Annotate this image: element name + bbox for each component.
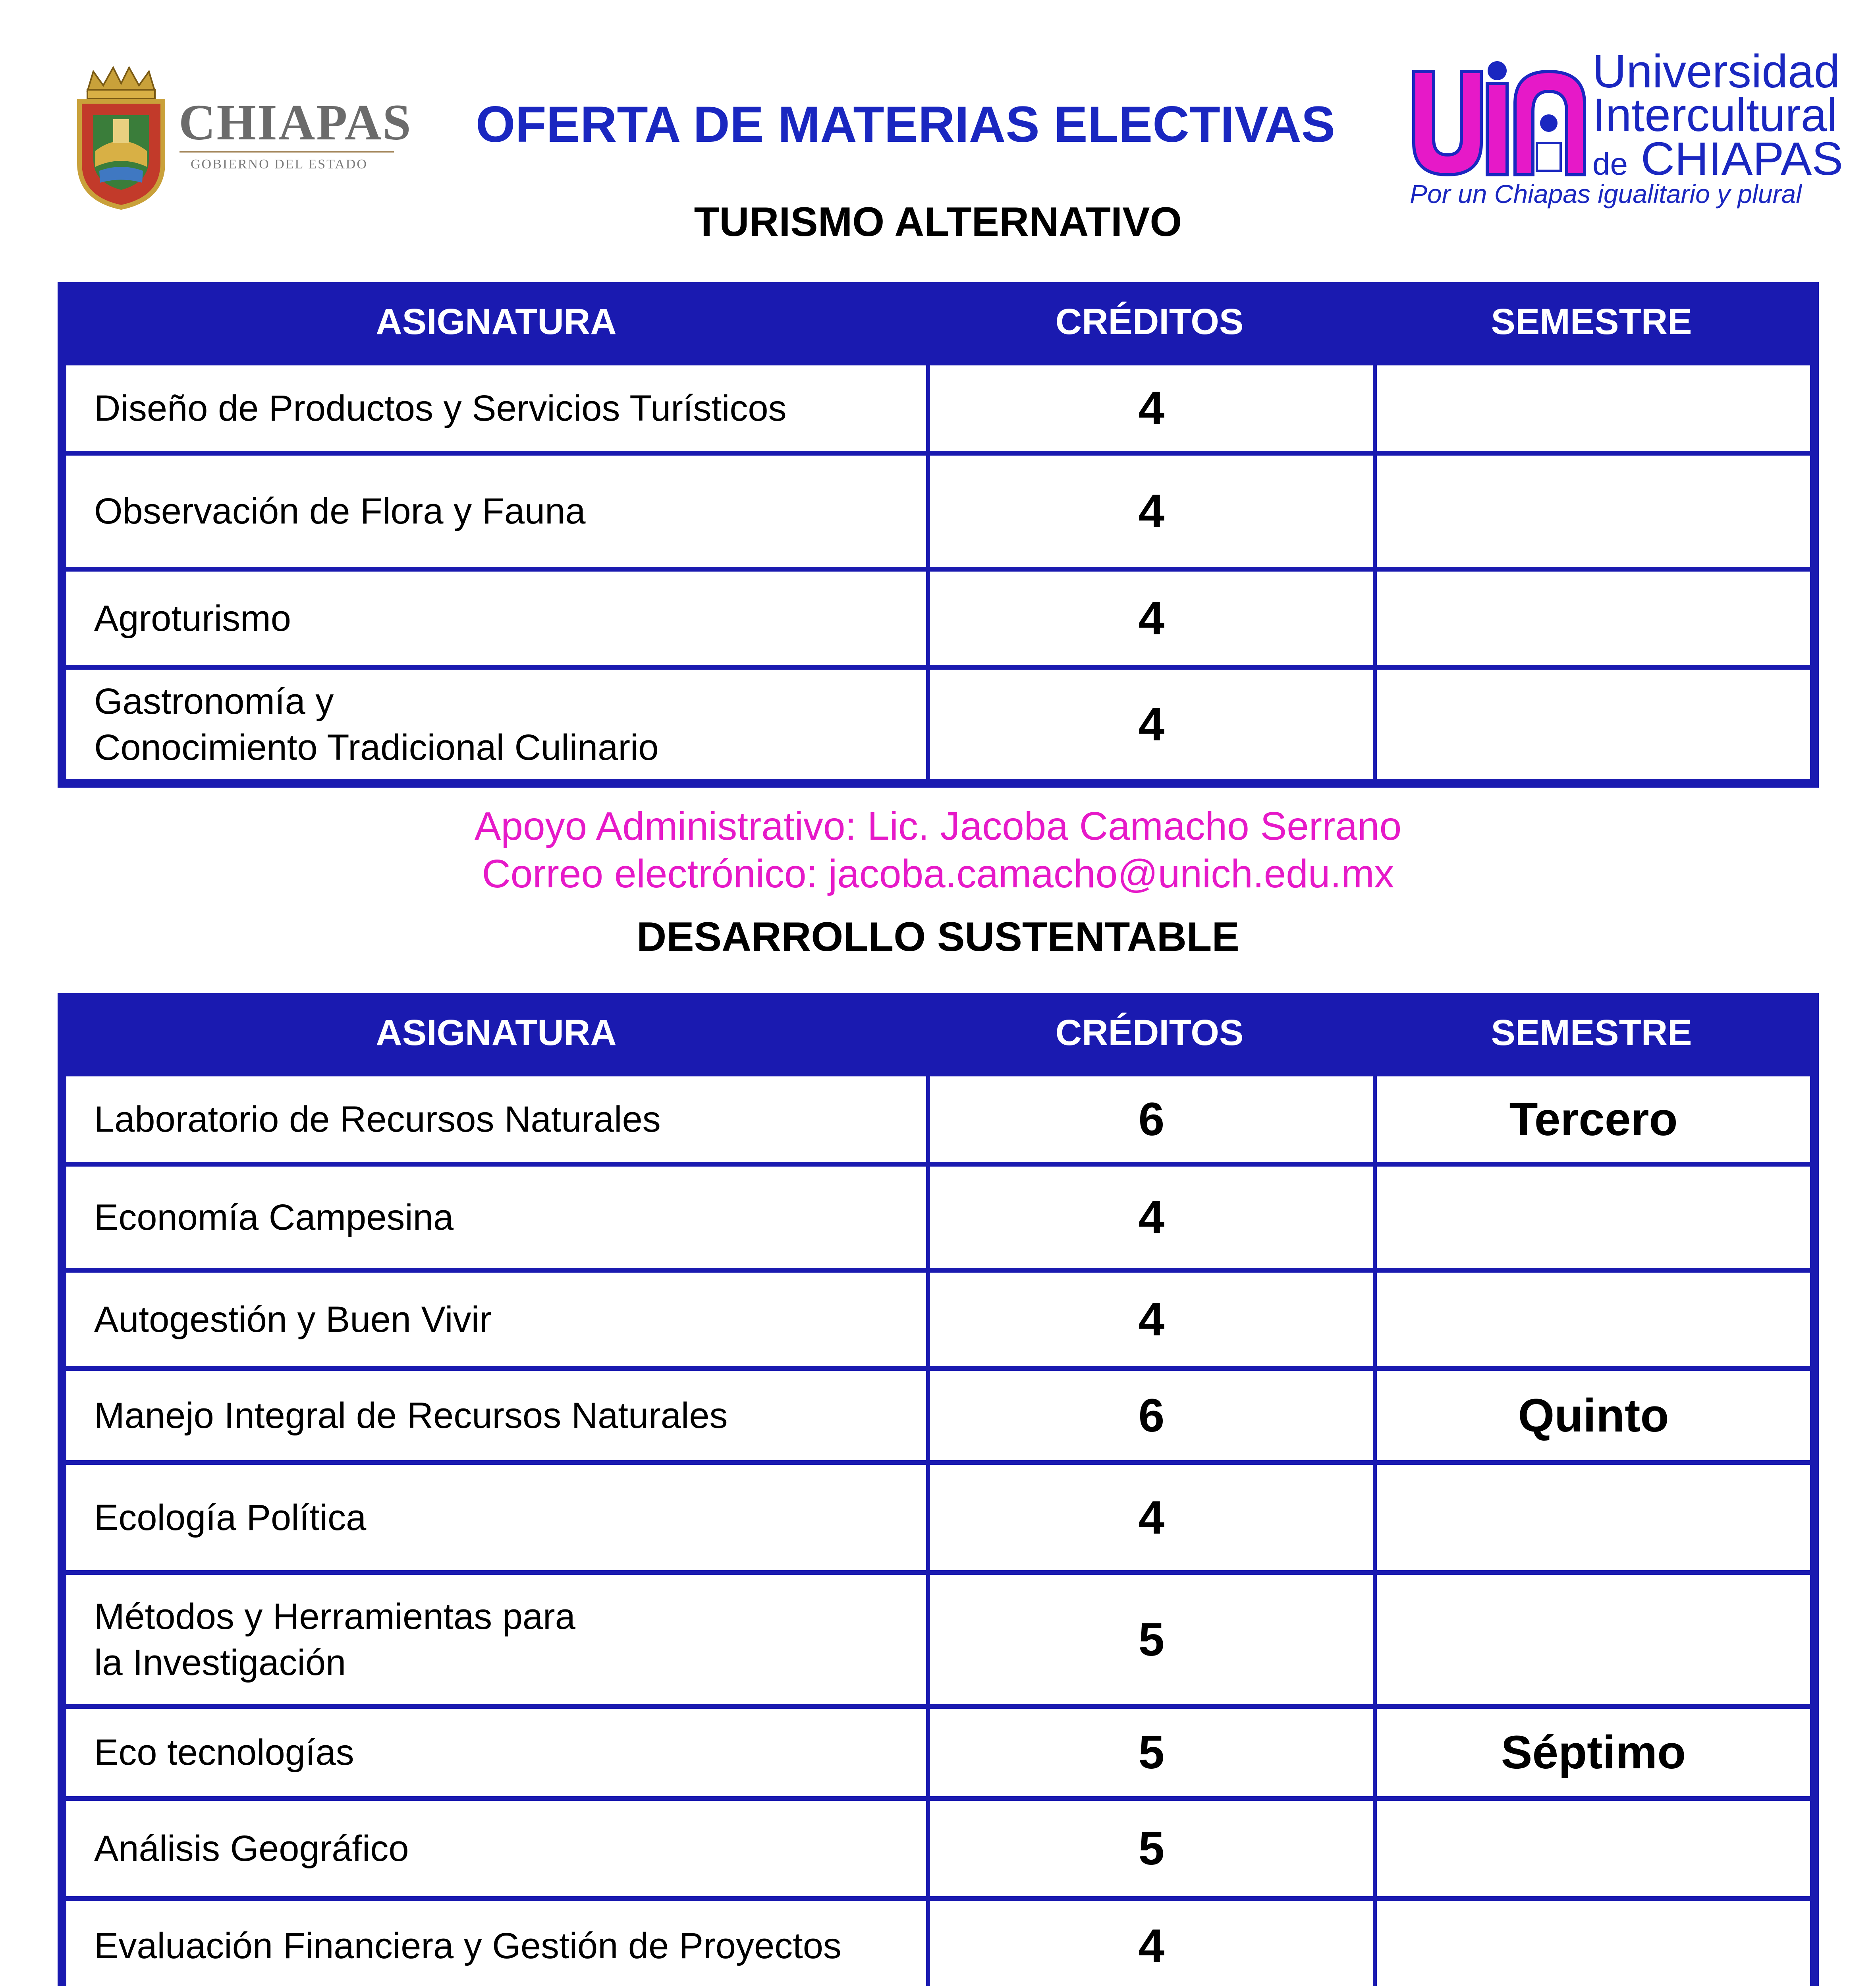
subject-name: Autogestión y Buen Vivir xyxy=(94,1299,492,1340)
credits-cell: 4 xyxy=(930,1901,1373,1986)
col-header-subject: ASIGNATURA xyxy=(376,1012,617,1053)
unich-logo xyxy=(1402,45,1851,214)
subject-cell xyxy=(66,1273,926,1366)
table-row xyxy=(66,1076,1810,1162)
semester-cell: Tercero xyxy=(1377,1076,1810,1162)
semester-cell xyxy=(1377,1575,1810,1704)
section-title-turismo: TURISMO ALTERNATIVO xyxy=(694,199,1182,245)
col-header-subject: ASIGNATURA xyxy=(376,301,617,342)
credits-cell: 6 xyxy=(930,1076,1373,1162)
semester-cell xyxy=(1377,670,1810,779)
subject-cell xyxy=(66,1465,926,1570)
email-contact: Correo electrónico: jacoba.camacho@unich.edu.mx xyxy=(482,852,1394,896)
semester-cell: Quinto xyxy=(1377,1371,1810,1460)
credits-cell: 5 xyxy=(930,1575,1373,1704)
col-header-semester: SEMESTRE xyxy=(1491,1012,1692,1053)
table-row xyxy=(66,670,1810,779)
credits-cell: 4 xyxy=(930,1273,1373,1366)
subject-cell xyxy=(66,456,926,567)
subject-cell xyxy=(66,670,926,779)
contact-info xyxy=(0,802,1876,898)
subject-name: Ecología Política xyxy=(94,1497,367,1538)
uni-name-line1: Universidad xyxy=(1592,45,1840,98)
table-header xyxy=(66,993,1810,1072)
table-header xyxy=(66,282,1810,361)
credits-cell: 4 xyxy=(930,365,1373,451)
credits-cell: 4 xyxy=(930,1167,1373,1268)
table-row xyxy=(66,1901,1810,1986)
document-title: OFERTA DE MATERIAS ELECTIVAS xyxy=(475,96,1336,153)
col-header-semester: SEMESTRE xyxy=(1491,301,1692,342)
subject-name: Métodos y Herramientas para la Investigación xyxy=(94,1596,575,1683)
table-row xyxy=(66,1273,1810,1366)
credits-cell: 4 xyxy=(930,670,1373,779)
subject-name: Diseño de Productos y Servicios Turísticos xyxy=(94,388,787,429)
uni-name-de: de xyxy=(1592,146,1628,182)
gov-subtitle: GOBIERNO DEL ESTADO xyxy=(191,157,368,172)
semester-cell: Séptimo xyxy=(1377,1709,1810,1796)
col-header-credits: CRÉDITOS xyxy=(1055,1012,1244,1053)
credits-cell: 4 xyxy=(930,456,1373,567)
gobierno-chiapas-logo xyxy=(71,52,412,211)
subject-name: Gastronomía y Conocimiento Tradicional Culinario xyxy=(94,681,659,768)
credits-cell: 4 xyxy=(930,572,1373,665)
credits-cell: 5 xyxy=(930,1709,1373,1796)
table-row xyxy=(66,1465,1810,1570)
credits-cell: 6 xyxy=(930,1371,1373,1460)
subject-cell xyxy=(66,1709,926,1796)
table-row xyxy=(66,572,1810,665)
credits-cell: 5 xyxy=(930,1801,1373,1896)
subject-name: Eco tecnologías xyxy=(94,1732,354,1773)
col-header-credits: CRÉDITOS xyxy=(1055,301,1244,342)
table-body xyxy=(66,365,1810,779)
uni-name-chiapas: CHIAPAS xyxy=(1641,133,1843,185)
subject-name: Análisis Geográfico xyxy=(94,1828,409,1869)
semester-cell xyxy=(1377,1167,1810,1268)
subject-cell xyxy=(66,365,926,451)
subject-cell xyxy=(66,1575,926,1704)
table-row xyxy=(66,1801,1810,1896)
subject-name: Observación de Flora y Fauna xyxy=(94,491,586,531)
semester-cell xyxy=(1377,365,1810,451)
semester-cell xyxy=(1377,456,1810,567)
subject-cell xyxy=(66,1371,926,1460)
semester-cell xyxy=(1377,1273,1810,1366)
subject-name: Laboratorio de Recursos Naturales xyxy=(94,1099,661,1140)
table-row xyxy=(66,456,1810,567)
semester-cell xyxy=(1377,572,1810,665)
admin-support: Apoyo Administrativo: Lic. Jacoba Camacho Serrano xyxy=(474,804,1402,848)
semester-cell xyxy=(1377,1801,1810,1896)
section-title-desarrollo: DESARROLLO SUSTENTABLE xyxy=(637,914,1239,960)
gov-divider xyxy=(179,151,394,153)
table-row xyxy=(66,1709,1810,1796)
table-body xyxy=(66,1076,1810,1986)
table-turismo xyxy=(58,282,1819,788)
subject-name: Manejo Integral de Recursos Naturales xyxy=(94,1395,728,1436)
university-name xyxy=(1592,45,1843,186)
subject-cell xyxy=(66,572,926,665)
subject-cell xyxy=(66,1076,926,1162)
university-tagline: Por un Chiapas igualitario y plural xyxy=(1410,179,1802,209)
credits-cell: 4 xyxy=(930,1465,1373,1570)
subject-name: Evaluación Financiera y Gestión de Proyectos xyxy=(94,1925,841,1966)
table-row xyxy=(66,1371,1810,1460)
semester-cell xyxy=(1377,1465,1810,1570)
uni-name-line2: Intercultural xyxy=(1592,89,1837,141)
subject-name: Economía Campesina xyxy=(94,1197,454,1238)
subject-name: Agroturismo xyxy=(94,598,291,639)
table-row xyxy=(66,1167,1810,1268)
unich-mark-icon xyxy=(1410,56,1592,187)
subject-cell xyxy=(66,1167,926,1268)
semester-cell xyxy=(1377,1901,1810,1986)
gov-name: CHIAPAS xyxy=(179,94,412,151)
chiapas-coat-of-arms-icon xyxy=(71,64,171,211)
table-row xyxy=(66,365,1810,451)
subject-cell xyxy=(66,1901,926,1986)
table-desarrollo xyxy=(58,993,1819,1986)
table-row xyxy=(66,1575,1810,1704)
subject-cell xyxy=(66,1801,926,1896)
